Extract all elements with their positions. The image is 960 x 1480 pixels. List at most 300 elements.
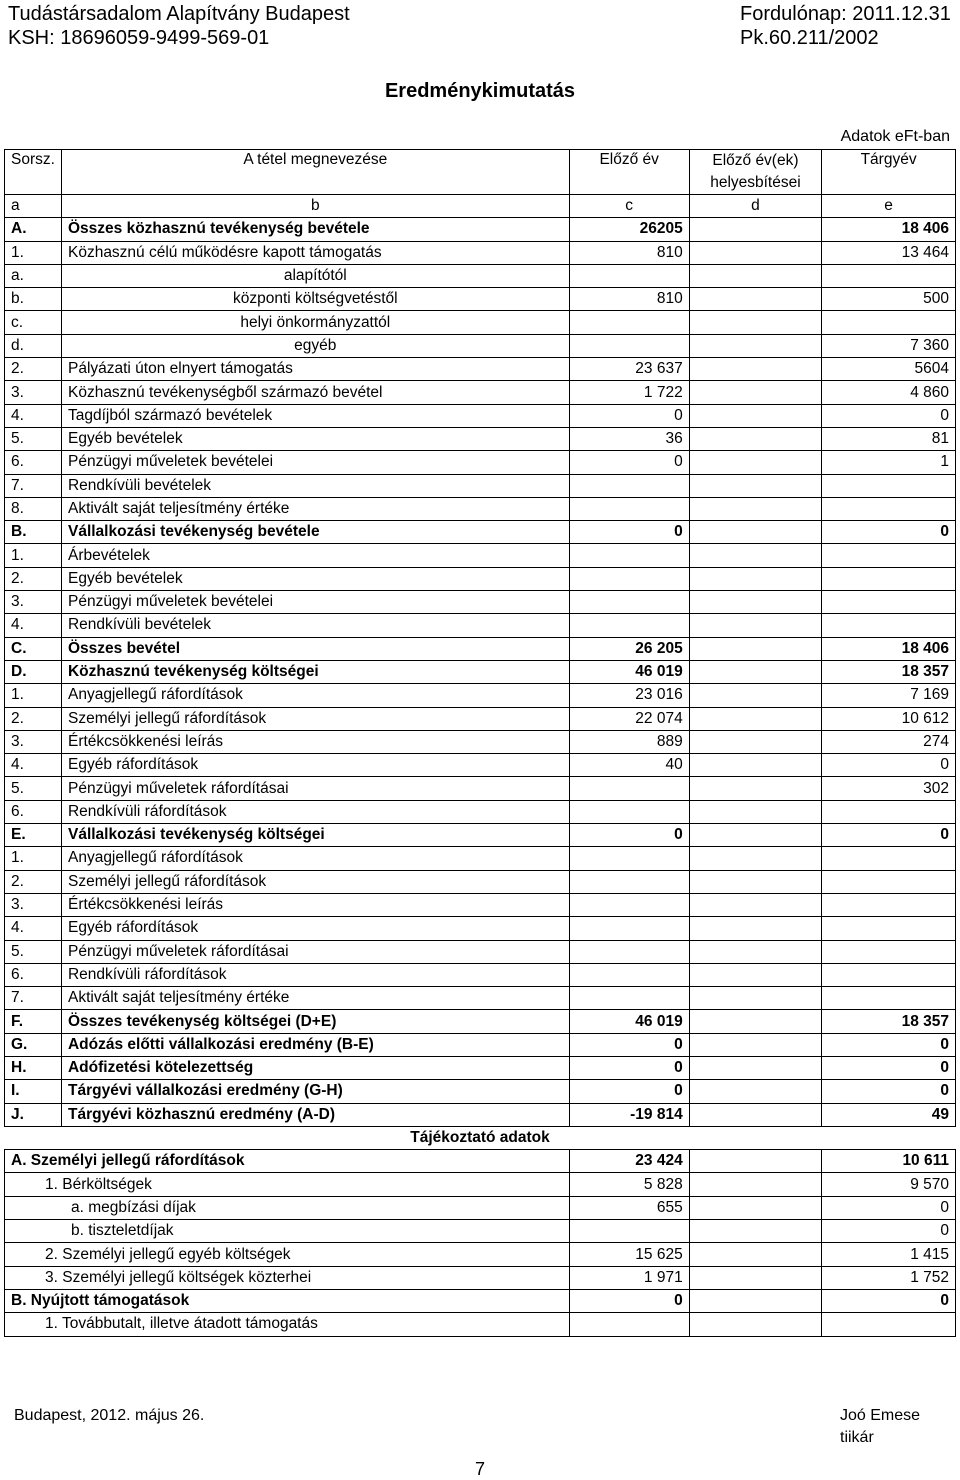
correction-value bbox=[689, 730, 821, 753]
row-number: 1. bbox=[5, 684, 62, 707]
prev-year-value bbox=[569, 614, 689, 637]
row-number: 7. bbox=[5, 987, 62, 1010]
row-number: 4. bbox=[5, 614, 62, 637]
current-year-value bbox=[822, 847, 956, 870]
current-year-value: 274 bbox=[822, 730, 956, 753]
current-year-value bbox=[822, 870, 956, 893]
info-prev-value: 1 971 bbox=[569, 1266, 689, 1289]
col-header-prev: Előző év bbox=[569, 150, 689, 195]
current-year-value: 500 bbox=[822, 288, 956, 311]
table-row bbox=[5, 544, 956, 567]
info-row-label: b. tiszteletdíjak bbox=[5, 1220, 570, 1243]
row-number: 3. bbox=[5, 591, 62, 614]
letter-row bbox=[5, 195, 956, 218]
row-number: 1. bbox=[5, 544, 62, 567]
correction-value bbox=[689, 707, 821, 730]
table-row bbox=[5, 1056, 956, 1079]
current-year-value bbox=[822, 800, 956, 823]
correction-value bbox=[689, 591, 821, 614]
correction-value bbox=[689, 1010, 821, 1033]
info-row bbox=[5, 1313, 956, 1336]
current-year-value: 13 464 bbox=[822, 241, 956, 264]
row-number: 1. bbox=[5, 847, 62, 870]
table-row bbox=[5, 893, 956, 916]
correction-value bbox=[689, 544, 821, 567]
current-year-value: 49 bbox=[822, 1103, 956, 1126]
info-correction-value bbox=[689, 1243, 821, 1266]
row-label: Vállalkozási tevékenység bevétele bbox=[61, 521, 569, 544]
info-row bbox=[5, 1196, 956, 1219]
letter-d: d bbox=[689, 195, 821, 218]
row-number: 3. bbox=[5, 893, 62, 916]
current-year-value bbox=[822, 917, 956, 940]
correction-value bbox=[689, 567, 821, 590]
table-row bbox=[5, 963, 956, 986]
info-current-value: 9 570 bbox=[822, 1173, 956, 1196]
table-row bbox=[5, 637, 956, 660]
table-row bbox=[5, 427, 956, 450]
table-row bbox=[5, 1103, 956, 1126]
row-label: Rendkívüli ráfordítások bbox=[61, 800, 569, 823]
row-label: Személyi jellegű ráfordítások bbox=[61, 870, 569, 893]
prev-year-value: 810 bbox=[569, 241, 689, 264]
current-year-value bbox=[822, 544, 956, 567]
row-number: b. bbox=[5, 288, 62, 311]
row-number: c. bbox=[5, 311, 62, 334]
prev-year-value bbox=[569, 870, 689, 893]
info-prev-value: 5 828 bbox=[569, 1173, 689, 1196]
table-row bbox=[5, 288, 956, 311]
info-row bbox=[5, 1220, 956, 1243]
info-prev-value: 655 bbox=[569, 1196, 689, 1219]
correction-value bbox=[689, 334, 821, 357]
row-label: Rendkívüli ráfordítások bbox=[61, 963, 569, 986]
row-label: Értékcsökkenési leírás bbox=[61, 730, 569, 753]
row-number: 6. bbox=[5, 963, 62, 986]
row-number: 2. bbox=[5, 567, 62, 590]
row-number: 6. bbox=[5, 451, 62, 474]
table-row bbox=[5, 381, 956, 404]
correction-value bbox=[689, 614, 821, 637]
unit-note: Adatok eFt-ban bbox=[840, 128, 950, 145]
prev-year-value: 40 bbox=[569, 754, 689, 777]
table-row bbox=[5, 917, 956, 940]
info-current-value: 1 415 bbox=[822, 1243, 956, 1266]
row-label: Értékcsökkenési leírás bbox=[61, 893, 569, 916]
table-row bbox=[5, 591, 956, 614]
table-row bbox=[5, 241, 956, 264]
row-label: Anyagjellegű ráfordítások bbox=[61, 684, 569, 707]
col-header-corr-line1: Előző év(ek) bbox=[712, 152, 799, 169]
row-label: Összes közhasznú tevékenység bevétele bbox=[61, 218, 569, 241]
correction-value bbox=[689, 1080, 821, 1103]
info-correction-value bbox=[689, 1313, 821, 1336]
row-label: Aktivált saját teljesítmény értéke bbox=[61, 497, 569, 520]
prev-year-value bbox=[569, 334, 689, 357]
row-number: 5. bbox=[5, 940, 62, 963]
row-label: Rendkívüli bevételek bbox=[61, 474, 569, 497]
row-label: Aktivált saját teljesítmény értéke bbox=[61, 987, 569, 1010]
row-number: 3. bbox=[5, 381, 62, 404]
correction-value bbox=[689, 940, 821, 963]
table-row bbox=[5, 358, 956, 381]
info-prev-value: 23 424 bbox=[569, 1150, 689, 1173]
prev-year-value: 0 bbox=[569, 451, 689, 474]
current-year-value: 5604 bbox=[822, 358, 956, 381]
table-row bbox=[5, 474, 956, 497]
prev-year-value bbox=[569, 544, 689, 567]
correction-value bbox=[689, 381, 821, 404]
row-label: Összes tevékenység költségei (D+E) bbox=[61, 1010, 569, 1033]
col-header-corrections bbox=[689, 150, 821, 195]
row-label: Közhasznú tevékenység költségei bbox=[61, 660, 569, 683]
row-number: 6. bbox=[5, 800, 62, 823]
row-number: B. bbox=[5, 521, 62, 544]
prev-year-value: 0 bbox=[569, 1056, 689, 1079]
table-row bbox=[5, 1010, 956, 1033]
correction-value bbox=[689, 474, 821, 497]
current-year-value: 7 360 bbox=[822, 334, 956, 357]
current-year-value: 0 bbox=[822, 521, 956, 544]
row-number: F. bbox=[5, 1010, 62, 1033]
row-label: Adózás előtti vállalkozási eredmény (B-E) bbox=[61, 1033, 569, 1056]
prev-year-value: 810 bbox=[569, 288, 689, 311]
info-row bbox=[5, 1266, 956, 1289]
col-header-sorsz: Sorsz. bbox=[5, 150, 62, 195]
row-label: Adófizetési kötelezettség bbox=[61, 1056, 569, 1079]
table-row bbox=[5, 684, 956, 707]
table-row bbox=[5, 660, 956, 683]
table-row bbox=[5, 987, 956, 1010]
table-row bbox=[5, 311, 956, 334]
row-number: a. bbox=[5, 264, 62, 287]
current-year-value bbox=[822, 963, 956, 986]
correction-value bbox=[689, 800, 821, 823]
info-prev-value bbox=[569, 1220, 689, 1243]
current-year-value: 1 bbox=[822, 451, 956, 474]
page-title: Eredménykimutatás bbox=[384, 80, 576, 102]
row-label: Közhasznú célú működésre kapott támogatás bbox=[61, 241, 569, 264]
prev-year-value bbox=[569, 474, 689, 497]
prev-year-value bbox=[569, 917, 689, 940]
page-number: 7 bbox=[475, 1459, 486, 1479]
letter-b: b bbox=[61, 195, 569, 218]
info-row-label: 1. Bérköltségek bbox=[5, 1173, 570, 1196]
current-year-value bbox=[822, 497, 956, 520]
prev-year-value: 0 bbox=[569, 1080, 689, 1103]
table-row bbox=[5, 521, 956, 544]
correction-value bbox=[689, 451, 821, 474]
row-number: D. bbox=[5, 660, 62, 683]
info-correction-value bbox=[689, 1220, 821, 1243]
info-row bbox=[5, 1289, 956, 1312]
table-row bbox=[5, 1033, 956, 1056]
row-number: 2. bbox=[5, 358, 62, 381]
row-label: Egyéb bevételek bbox=[61, 567, 569, 590]
correction-value bbox=[689, 358, 821, 381]
row-label: Egyéb bevételek bbox=[61, 427, 569, 450]
current-year-value: 10 612 bbox=[822, 707, 956, 730]
row-label: Pénzügyi műveletek ráfordításai bbox=[61, 940, 569, 963]
correction-value bbox=[689, 521, 821, 544]
table-row bbox=[5, 777, 956, 800]
info-current-value: 1 752 bbox=[822, 1266, 956, 1289]
income-statement-table bbox=[4, 149, 956, 1337]
current-year-value: 0 bbox=[822, 1056, 956, 1079]
row-label: Pénzügyi műveletek ráfordításai bbox=[61, 777, 569, 800]
col-header-name: A tétel megnevezése bbox=[61, 150, 569, 195]
prev-year-value: 23 637 bbox=[569, 358, 689, 381]
correction-value bbox=[689, 893, 821, 916]
current-year-value: 0 bbox=[822, 404, 956, 427]
info-row bbox=[5, 1243, 956, 1266]
row-number: 5. bbox=[5, 427, 62, 450]
current-year-value: 302 bbox=[822, 777, 956, 800]
prev-year-value: 46 019 bbox=[569, 1010, 689, 1033]
info-row bbox=[5, 1150, 956, 1173]
correction-value bbox=[689, 870, 821, 893]
row-number: 4. bbox=[5, 754, 62, 777]
row-label: Összes bevétel bbox=[61, 637, 569, 660]
correction-value bbox=[689, 637, 821, 660]
current-year-value: 81 bbox=[822, 427, 956, 450]
row-label: Egyéb ráfordítások bbox=[61, 754, 569, 777]
current-year-value bbox=[822, 591, 956, 614]
prev-year-value: 1 722 bbox=[569, 381, 689, 404]
info-row-label: 3. Személyi jellegű költségek közterhei bbox=[5, 1266, 570, 1289]
info-section-title-row bbox=[5, 1126, 956, 1149]
row-label: alapítótól bbox=[61, 264, 569, 287]
row-number: I. bbox=[5, 1080, 62, 1103]
row-number: 8. bbox=[5, 497, 62, 520]
row-number: 2. bbox=[5, 870, 62, 893]
prev-year-value: 0 bbox=[569, 1033, 689, 1056]
correction-value bbox=[689, 777, 821, 800]
current-year-value: 0 bbox=[822, 754, 956, 777]
current-year-value: 18 406 bbox=[822, 637, 956, 660]
info-row bbox=[5, 1173, 956, 1196]
correction-value bbox=[689, 311, 821, 334]
row-number: 7. bbox=[5, 474, 62, 497]
prev-year-value bbox=[569, 963, 689, 986]
col-header-corr-line2: helyesbítései bbox=[710, 174, 801, 191]
row-number: G. bbox=[5, 1033, 62, 1056]
table-row bbox=[5, 404, 956, 427]
prev-year-value bbox=[569, 777, 689, 800]
info-current-value: 0 bbox=[822, 1196, 956, 1219]
prev-year-value: 0 bbox=[569, 824, 689, 847]
correction-value bbox=[689, 288, 821, 311]
org-name: Tudástársadalom Alapítvány Budapest bbox=[8, 3, 350, 25]
row-number: 5. bbox=[5, 777, 62, 800]
current-year-value bbox=[822, 893, 956, 916]
prev-year-value bbox=[569, 893, 689, 916]
info-row-label: a. megbízási díjak bbox=[5, 1196, 570, 1219]
current-year-value: 7 169 bbox=[822, 684, 956, 707]
prev-year-value: 23 016 bbox=[569, 684, 689, 707]
row-label: Árbevételek bbox=[61, 544, 569, 567]
table-row bbox=[5, 497, 956, 520]
current-year-value bbox=[822, 264, 956, 287]
table-row bbox=[5, 567, 956, 590]
info-current-value: 0 bbox=[822, 1220, 956, 1243]
prev-year-value: 889 bbox=[569, 730, 689, 753]
prev-year-value: -19 814 bbox=[569, 1103, 689, 1126]
row-label: egyéb bbox=[61, 334, 569, 357]
current-year-value bbox=[822, 987, 956, 1010]
info-row-label: A. Személyi jellegű ráfordítások bbox=[5, 1150, 570, 1173]
table-row bbox=[5, 334, 956, 357]
current-year-value: 0 bbox=[822, 824, 956, 847]
row-label: Anyagjellegű ráfordítások bbox=[61, 847, 569, 870]
info-section-title: Tájékoztató adatok bbox=[5, 1126, 956, 1149]
ksh-number: KSH: 18696059-9499-569-01 bbox=[8, 27, 270, 49]
current-year-value bbox=[822, 940, 956, 963]
table-row bbox=[5, 800, 956, 823]
prev-year-value bbox=[569, 800, 689, 823]
table-row bbox=[5, 264, 956, 287]
info-correction-value bbox=[689, 1289, 821, 1312]
letter-e: e bbox=[822, 195, 956, 218]
current-year-value bbox=[822, 614, 956, 637]
closing-date: Fordulónap: 2011.12.31 bbox=[740, 3, 951, 25]
prev-year-value: 22 074 bbox=[569, 707, 689, 730]
prev-year-value bbox=[569, 591, 689, 614]
prev-year-value bbox=[569, 311, 689, 334]
correction-value bbox=[689, 404, 821, 427]
row-label: Személyi jellegű ráfordítások bbox=[61, 707, 569, 730]
correction-value bbox=[689, 824, 821, 847]
table-row bbox=[5, 824, 956, 847]
prev-year-value: 26 205 bbox=[569, 637, 689, 660]
court-reference: Pk.60.211/2002 bbox=[740, 27, 879, 49]
table-row bbox=[5, 730, 956, 753]
prev-year-value bbox=[569, 940, 689, 963]
current-year-value: 0 bbox=[822, 1080, 956, 1103]
row-number: J. bbox=[5, 1103, 62, 1126]
table-row bbox=[5, 847, 956, 870]
table-row bbox=[5, 754, 956, 777]
prev-year-value bbox=[569, 847, 689, 870]
info-correction-value bbox=[689, 1150, 821, 1173]
row-label: Tárgyévi vállalkozási eredmény (G-H) bbox=[61, 1080, 569, 1103]
info-row-label: 1. Továbbutalt, illetve átadott támogatás bbox=[5, 1313, 570, 1336]
row-number: 4. bbox=[5, 917, 62, 940]
signer-name: Joó Emese bbox=[840, 1407, 921, 1424]
correction-value bbox=[689, 427, 821, 450]
row-number: 1. bbox=[5, 241, 62, 264]
current-year-value: 4 860 bbox=[822, 381, 956, 404]
info-correction-value bbox=[689, 1196, 821, 1219]
correction-value bbox=[689, 497, 821, 520]
info-prev-value: 15 625 bbox=[569, 1243, 689, 1266]
row-label: Tagdíjból származó bevételek bbox=[61, 404, 569, 427]
correction-value bbox=[689, 963, 821, 986]
info-prev-value bbox=[569, 1313, 689, 1336]
correction-value bbox=[689, 218, 821, 241]
correction-value bbox=[689, 847, 821, 870]
letter-c: c bbox=[569, 195, 689, 218]
current-year-value: 18 357 bbox=[822, 1010, 956, 1033]
info-correction-value bbox=[689, 1266, 821, 1289]
table-row bbox=[5, 614, 956, 637]
table-row bbox=[5, 707, 956, 730]
row-label: Rendkívüli bevételek bbox=[61, 614, 569, 637]
table-row bbox=[5, 218, 956, 241]
row-number: A. bbox=[5, 218, 62, 241]
row-label: Közhasznú tevékenységből származó bevétel bbox=[61, 381, 569, 404]
info-prev-value: 0 bbox=[569, 1289, 689, 1312]
row-label: Egyéb ráfordítások bbox=[61, 917, 569, 940]
table-row bbox=[5, 940, 956, 963]
row-number: H. bbox=[5, 1056, 62, 1079]
prev-year-value bbox=[569, 264, 689, 287]
correction-value bbox=[689, 1103, 821, 1126]
table-row bbox=[5, 870, 956, 893]
correction-value bbox=[689, 241, 821, 264]
prev-year-value bbox=[569, 987, 689, 1010]
prev-year-value: 36 bbox=[569, 427, 689, 450]
row-number: E. bbox=[5, 824, 62, 847]
info-row-label: B. Nyújtott támogatások bbox=[5, 1289, 570, 1312]
row-label: Pályázati úton elnyert támogatás bbox=[61, 358, 569, 381]
correction-value bbox=[689, 684, 821, 707]
correction-value bbox=[689, 264, 821, 287]
row-label: Vállalkozási tevékenység költségei bbox=[61, 824, 569, 847]
current-year-value bbox=[822, 474, 956, 497]
correction-value bbox=[689, 987, 821, 1010]
col-header-cur: Tárgyév bbox=[822, 150, 956, 195]
correction-value bbox=[689, 660, 821, 683]
table-row bbox=[5, 1080, 956, 1103]
current-year-value: 18 406 bbox=[822, 218, 956, 241]
signer-role: tiikár bbox=[840, 1429, 874, 1446]
current-year-value: 18 357 bbox=[822, 660, 956, 683]
prev-year-value bbox=[569, 567, 689, 590]
row-number: d. bbox=[5, 334, 62, 357]
place-date: Budapest, 2012. május 26. bbox=[14, 1407, 205, 1424]
correction-value bbox=[689, 1056, 821, 1079]
prev-year-value bbox=[569, 497, 689, 520]
row-label: Pénzügyi műveletek bevételei bbox=[61, 451, 569, 474]
prev-year-value: 46 019 bbox=[569, 660, 689, 683]
info-current-value: 0 bbox=[822, 1289, 956, 1312]
correction-value bbox=[689, 917, 821, 940]
info-row-label: 2. Személyi jellegű egyéb költségek bbox=[5, 1243, 570, 1266]
row-number: 2. bbox=[5, 707, 62, 730]
correction-value bbox=[689, 754, 821, 777]
info-current-value: 10 611 bbox=[822, 1150, 956, 1173]
table-header-row bbox=[5, 150, 956, 195]
prev-year-value: 0 bbox=[569, 521, 689, 544]
prev-year-value: 26205 bbox=[569, 218, 689, 241]
row-label: Pénzügyi műveletek bevételei bbox=[61, 591, 569, 614]
row-number: 4. bbox=[5, 404, 62, 427]
info-current-value bbox=[822, 1313, 956, 1336]
info-correction-value bbox=[689, 1173, 821, 1196]
row-label: Tárgyévi közhasznú eredmény (A-D) bbox=[61, 1103, 569, 1126]
current-year-value bbox=[822, 311, 956, 334]
row-number: C. bbox=[5, 637, 62, 660]
row-label: helyi önkormányzattól bbox=[61, 311, 569, 334]
current-year-value bbox=[822, 567, 956, 590]
table-row bbox=[5, 451, 956, 474]
row-label: központi költségvetéstől bbox=[61, 288, 569, 311]
correction-value bbox=[689, 1033, 821, 1056]
row-number: 3. bbox=[5, 730, 62, 753]
letter-a: a bbox=[5, 195, 62, 218]
prev-year-value: 0 bbox=[569, 404, 689, 427]
